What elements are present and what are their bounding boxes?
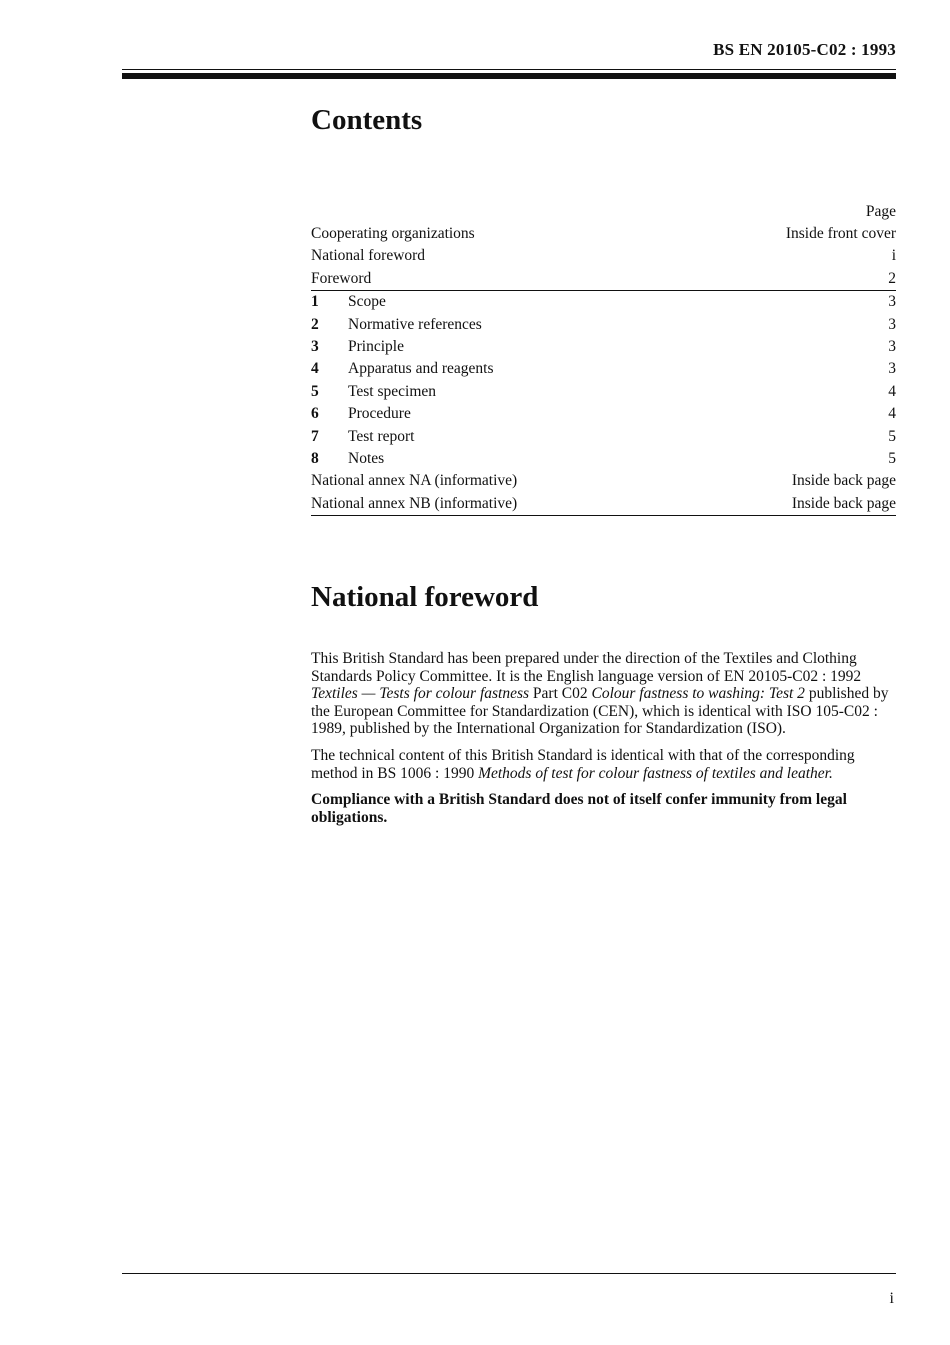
toc-entry-number: 1 [311,293,319,311]
toc-entry-title: Scope [348,293,386,311]
toc-entry-page: 3 [888,360,896,378]
toc-row [311,381,896,403]
toc-row [311,493,896,516]
toc-entry-page: Inside front cover [785,225,896,242]
footer-rule [122,1273,896,1274]
toc-entry-page: 2 [888,269,896,287]
publication-title: Textiles — Tests for colour fastness [311,685,530,703]
toc-entry-number: 8 [311,449,319,467]
page-number: i [889,1290,894,1307]
toc-page-label: Page [865,203,896,220]
toc-entry-page: 4 [888,382,896,400]
toc-entry-number: 6 [311,405,319,423]
foreword-paragraph [311,650,892,738]
contents-title: Contents [311,104,423,136]
document-code: BS EN 20105-C02 : 1993 [713,40,896,59]
national-foreword-body [311,650,892,835]
paragraph-text: The technical content of this British Standard is identical with that of the corresponding method in BS 1006 : 1990 [311,746,855,782]
toc-entry-title: Procedure [348,405,411,423]
toc-row [311,403,896,425]
toc-row [311,223,896,245]
toc-entry-title: Notes [348,449,385,467]
toc-row [311,358,896,380]
header-thick-rule [122,73,896,79]
national-foreword-title: National foreword [311,581,539,613]
toc-row [311,268,896,291]
toc-entry-title: National annex NB (informative) [311,494,518,512]
toc-entry-title: Test specimen [348,382,437,400]
toc-entry-title: National annex NA (informative) [311,472,518,490]
toc-entry-number: 2 [311,315,319,333]
toc-entry-page: 5 [888,449,896,467]
publication-title: Colour fastness to washing: Test 2 [591,685,805,703]
toc-entry-page: 3 [888,293,896,311]
toc-row [311,448,896,470]
toc-entry-page: 3 [888,337,896,355]
paragraph-text: Part C02 [529,685,592,703]
toc-entry-page: i [891,247,896,265]
toc-entry-page: 3 [888,315,896,333]
toc-entry-page: Inside back page [791,472,896,490]
toc-entry-number: 4 [311,360,319,378]
toc-entry-page: 5 [888,427,896,445]
toc-entry-number: 5 [311,382,319,400]
toc-entry-number: 3 [311,337,319,355]
toc-entry-title: Principle [348,337,404,355]
toc-entry-title: Cooperating organizations [311,225,475,242]
toc-row [311,336,896,358]
table-of-contents [311,201,896,516]
toc-row [311,314,896,336]
publication-title: Methods of test for colour fastness of textiles and leather. [478,764,833,782]
toc-entry-page: 4 [888,405,896,423]
toc-row [311,470,896,492]
toc-entry-title: Normative references [348,315,482,333]
compliance-notice: Compliance with a British Standard does not of itself confer immunity from legal obligations. [311,791,847,826]
toc-row [311,291,896,313]
toc-entry-title: Test report [348,427,415,445]
toc-entry-number: 7 [311,427,319,445]
toc-entry-page: Inside back page [791,494,896,512]
toc-row [311,245,896,267]
toc-row [311,426,896,448]
toc-entry-title: National foreword [311,247,426,265]
foreword-paragraph [311,747,892,782]
toc-entry-title: Apparatus and reagents [348,360,494,378]
toc-entry-title: Foreword [311,269,372,287]
paragraph-text: published by the European Committee for Standardization (CEN), which is identical with ISO 105-C02 : 1989, published by the International Organization for Standardization (ISO). [311,685,889,738]
header-thin-rule [122,69,896,70]
paragraph-text: This British Standard has been prepared under the direction of the Textiles and Clothing Standards Policy Committee. It is the English language version of EN 20105-C02 : 1992 [311,650,862,685]
